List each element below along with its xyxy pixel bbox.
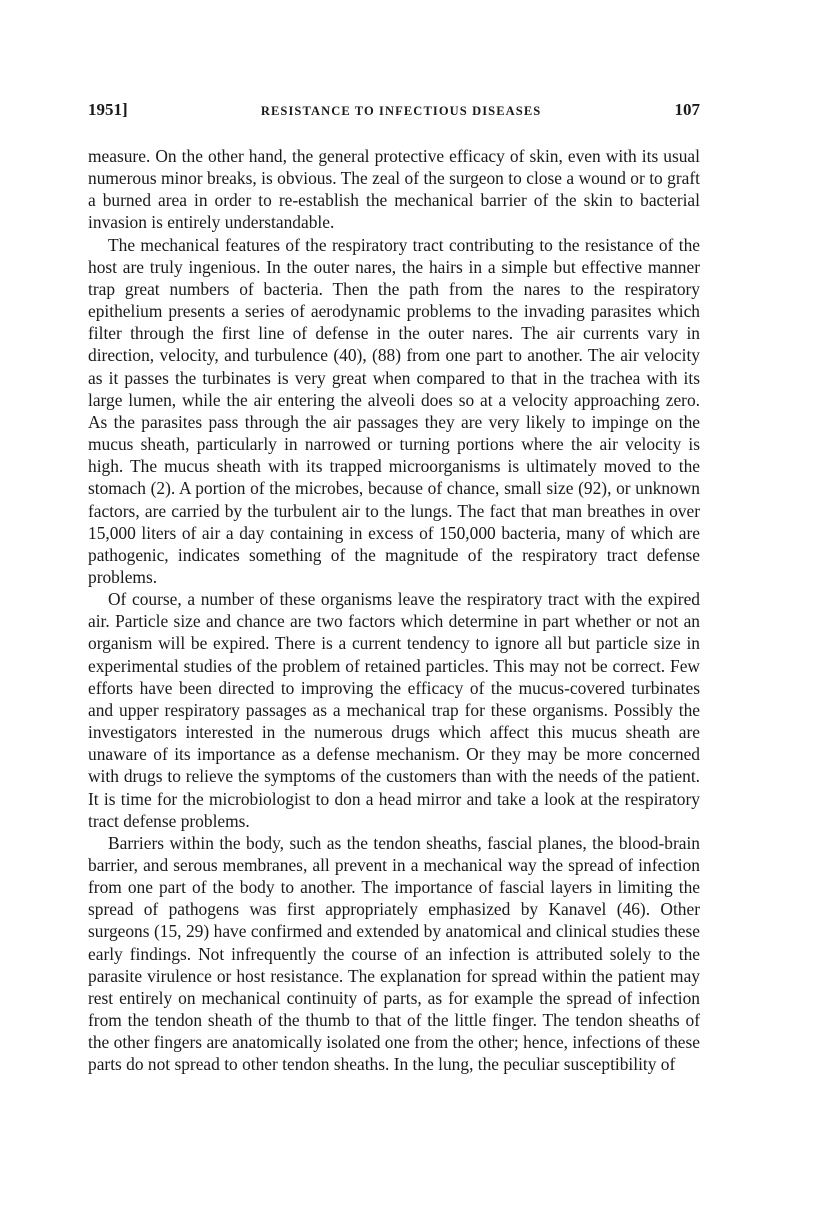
paragraph-respiratory-tract: The mechanical features of the respiratory tract contributing to the resistance of the host are truly ingenious. In the outer nares, the hairs in a simple but effective manner trap great numbers of bacteria. Then the path from the nares to the respiratory epithelium presents a series of aerodynamic problems to the invading parasites which filter through the first line of defense in the outer nares. The air currents vary in direction, velocity, and turbulence (40), (88) from one part to another. The air velocity as it passes the turbinates is very great when compared to that in the trachea with its large lumen, while the air entering the alveoli does so at a velocity approaching zero. As the parasites pass through the air passages they are very likely to impinge on the mucus sheath, particularly in narrowed or turning portions where the air velocity is high. The mucus sheath with its trapped microorganisms is ultimately moved to the stomach (2). A portion of the microbes, because of chance, small size (92), or unknown factors, are carried by the turbulent air to the lungs. The fact that man breathes in over 15,000 liters of air a day containing in excess of 150,000 bacteria, many of which are pathogenic, indicates something of the magnitude of the respiratory tract defense problems. [88, 234, 700, 587]
journal-page [88, 100, 700, 1076]
running-head [88, 100, 700, 130]
body-text [88, 145, 700, 1076]
volume-year: 1951] [88, 100, 128, 119]
running-title: RESISTANCE TO INFECTIOUS DISEASES [260, 104, 542, 118]
paragraph-skin-barrier: measure. On the other hand, the general protective efficacy of skin, even with its usual numerous minor breaks, is obvious. The zeal of the surgeon to close a wound or to graft a burned area in order to re-establish the mechanical barrier of the skin to bacterial invasion is entirely understandable. [88, 146, 700, 233]
paragraph-internal-barriers: Barriers within the body, such as the tendon sheaths, fascial planes, the blood-brain barrier, and serous membranes, all prevent in a mechanical way the spread of infection from one part of the body to another. The importance of fascial layers in limiting the spread of pathogens was first appropriately emphasized by Kanavel (46). Other surgeons (15, 29) have confirmed and extended by anatomical and clinical studies these early findings. Not infrequently the course of an infection is attributed solely to the parasite virulence or host resistance. The explanation for spread within the patient may rest entirely on mechanical continuity of parts, as for example the spread of infection from the tendon sheath of the thumb to that of the little finger. The tendon sheaths of the other fingers are anatomically isolated one from the other; hence, infections of these parts do not spread to other tendon sheaths. In the lung, the peculiar susceptibility of [88, 832, 700, 1075]
paragraph-expired-air: Of course, a number of these organisms leave the respiratory tract with the expired air. Particle size and chance are two factors which determine in part whether or not an organism will be expired. There is a current tendency to ignore all but particle size in experimental studies of the problem of retained particles. This may not be correct. Few efforts have been directed to improving the efficacy of the mucus-covered turbinates and upper respiratory passages as a mechanical trap for these organisms. Possibly the investigators interested in the numerous drugs which affect this mucus sheath are unaware of its importance as a defense mechanism. Or they may be more concerned with drugs to relieve the symptoms of the customers than with the needs of the patient. It is time for the microbiologist to don a head mirror and take a look at the respiratory tract defense problems. [88, 589, 700, 831]
page-number: 107 [674, 100, 700, 119]
